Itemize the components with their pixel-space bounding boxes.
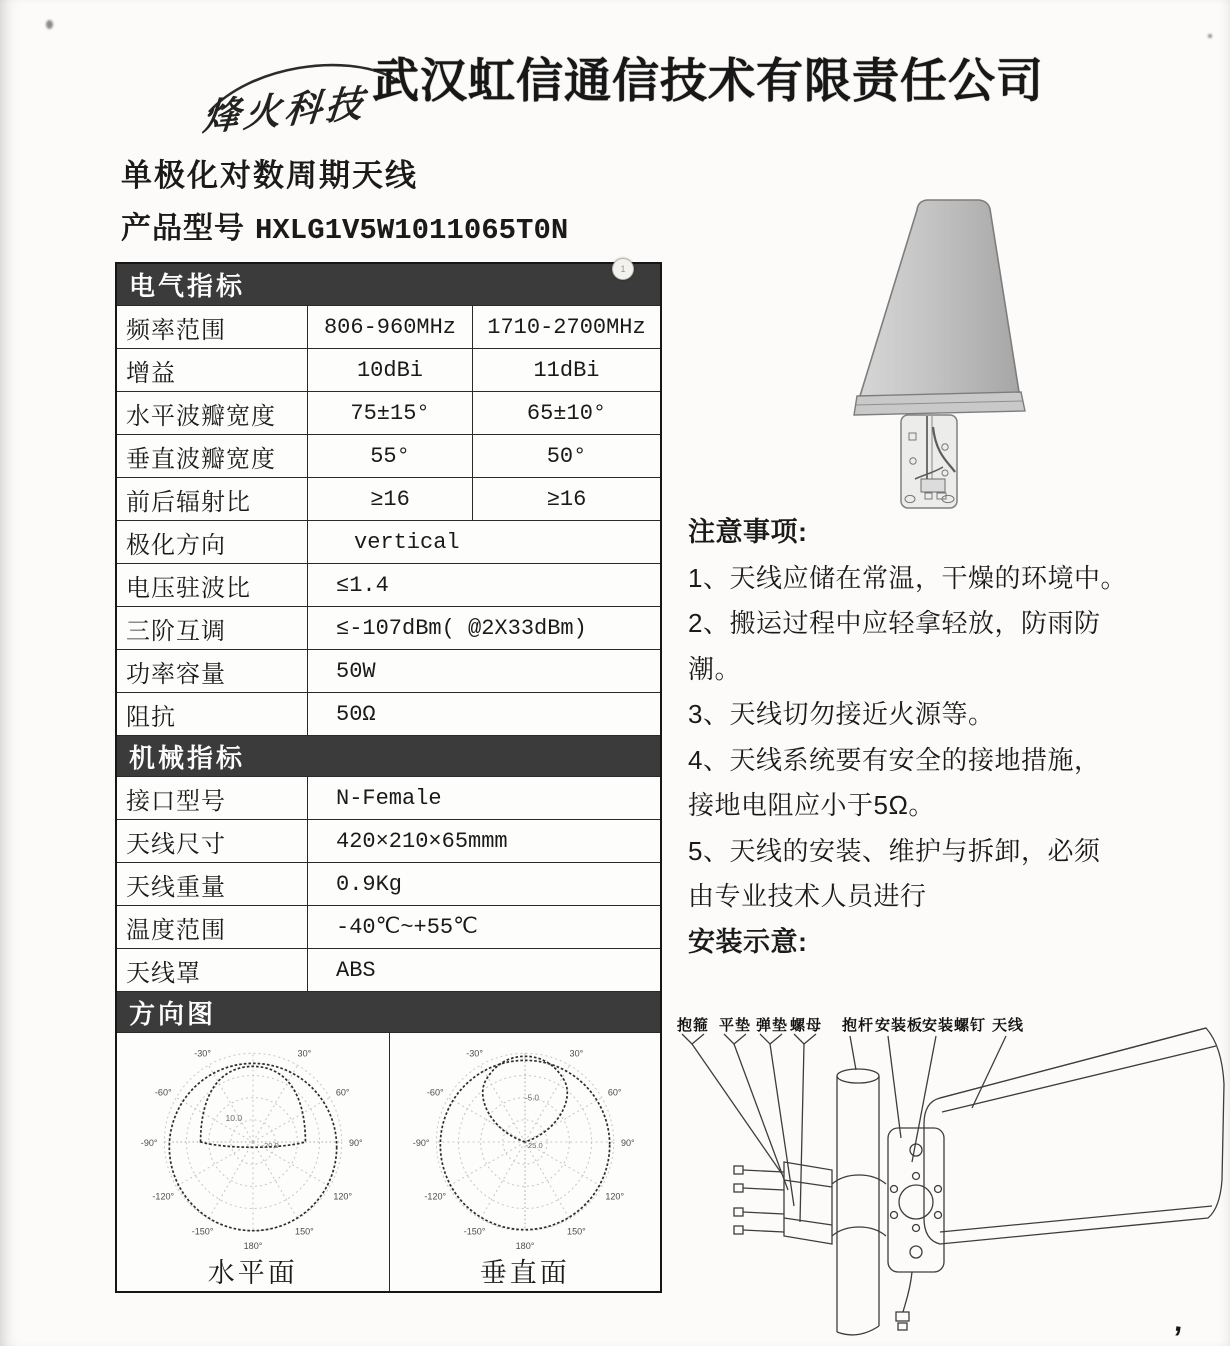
pattern-plots [117,1032,660,1291]
svg-text:-150°: -150° [191,1226,214,1237]
svg-text:120°: 120° [333,1191,352,1202]
svg-text:-5.0: -5.0 [524,1093,539,1103]
row-label: 水平波瓣宽度 [126,402,276,430]
row-value: vertical [307,521,660,563]
horizontal-plane-caption: 水平面 [207,1258,298,1288]
table-row [117,649,660,692]
row-label: 三阶互调 [126,617,226,645]
svg-text:180°: 180° [515,1240,535,1251]
note-line: 4、天线系统要有安全的接地措施， [688,744,1101,775]
svg-text:-60°: -60° [154,1087,172,1098]
electrical-section-header: 电气指标 [117,264,660,305]
spec-table [115,262,662,1293]
svg-text:天线: 天线 [992,1017,1025,1034]
svg-text:安装螺钉: 安装螺钉 [922,1017,987,1034]
svg-text:-30°: -30° [193,1048,211,1059]
row-value: ≤-107dBm( @2X33dBm) [307,607,660,649]
svg-text:-30°: -30° [465,1048,483,1059]
note-line: 由专业技术人员进行 [688,881,927,911]
svg-text:30°: 30° [297,1048,312,1059]
table-row [117,862,660,905]
svg-text:平垫: 平垫 [719,1017,752,1034]
note-line: 5、天线的安装、维护与拆卸，必须 [688,835,1101,866]
row-label: 极化方向 [126,531,226,559]
row-label: 功率容量 [126,660,226,688]
svg-text:60°: 60° [607,1087,622,1098]
table-row [117,520,660,563]
table-row [117,948,660,991]
svg-text:-90°: -90° [412,1138,430,1149]
table-row [117,819,660,862]
row-label: 阻抗 [126,703,176,731]
table-row [117,563,660,606]
row-value-2: 65±10° [472,392,660,434]
row-value-1: 10dBi [307,349,472,391]
row-value-2: 1710-2700MHz [472,306,660,348]
svg-text:-120°: -120° [152,1191,174,1202]
row-value-2: 50° [472,435,660,477]
notes-title: 注意事项: [688,517,808,547]
row-value: 50W [307,650,660,692]
model-label: 产品型号 [121,212,245,245]
svg-text:150°: 150° [566,1226,586,1237]
radome-body [860,200,1019,400]
table-row [117,477,660,520]
svg-text:-25.0: -25.0 [525,1141,543,1151]
row-value-1: 55° [307,435,472,477]
row-label: 前后辐射比 [126,488,251,516]
svg-text:-120°: -120° [424,1191,446,1202]
note-line: 3、天线切勿接近火源等。 [688,699,995,729]
pattern-section-header: 方向图 [117,991,660,1032]
row-value-1: 806-960MHz [307,306,472,348]
svg-text:-20.0: -20.0 [261,1141,279,1151]
svg-text:弹垫: 弹垫 [756,1017,789,1034]
svg-text:-90°: -90° [140,1138,158,1149]
row-value: N-Female [307,777,660,819]
svg-text:抱箍: 抱箍 [677,1017,710,1034]
logo-script-text: 烽火科技 [201,83,369,140]
page-number-badge: 1 [612,258,634,280]
row-label: 频率范围 [126,316,226,344]
table-row [117,606,660,649]
svg-text:安装板: 安装板 [875,1017,924,1034]
svg-text:抱杆: 抱杆 [842,1017,875,1034]
mechanical-section-header: 机械指标 [117,735,660,776]
product-model-line [121,203,568,247]
row-label: 电压驻波比 [126,574,251,602]
row-value: 420×210×65mmm [307,820,660,862]
installation-diagram [672,1012,1230,1344]
note-line: 1、天线应储在常温，干燥的环境中。 [688,562,1127,593]
vertical-plane-caption: 垂直面 [479,1258,570,1288]
svg-text:-150°: -150° [463,1226,486,1237]
row-value: -40℃~+55℃ [307,906,660,948]
row-label: 垂直波瓣宽度 [126,445,276,473]
fiberhome-logo [195,52,395,140]
note-line: 潮。 [688,653,742,684]
table-row [117,776,660,819]
svg-text:60°: 60° [335,1087,350,1098]
svg-text:90°: 90° [620,1138,635,1149]
row-label: 天线重量 [126,873,226,901]
svg-text:螺母: 螺母 [790,1017,823,1034]
row-value: ABS [307,949,660,991]
svg-text:30°: 30° [569,1048,584,1059]
row-label: 增益 [126,359,176,387]
row-value: 50Ω [307,693,660,735]
row-value: ≤1.4 [307,564,660,606]
vertical-pattern-plot [399,1033,651,1255]
table-row [117,434,660,477]
table-row [117,348,660,391]
svg-text:150°: 150° [294,1226,314,1237]
svg-text:120°: 120° [605,1191,624,1202]
notes-section [688,510,1223,965]
row-value-1: ≥16 [307,478,472,520]
table-row [117,905,660,948]
svg-text:10.0: 10.0 [225,1112,242,1123]
scan-speck [1208,34,1212,38]
row-label: 天线罩 [126,959,201,987]
table-row [117,391,660,434]
horizontal-pattern-plot [127,1033,379,1255]
install-section-title: 安装示意: [688,926,808,957]
svg-text:-60°: -60° [426,1087,444,1098]
row-value: 0.9Kg [307,863,660,905]
note-line: 2、搬运过程中应轻拿轻放，防雨防 [688,608,1101,638]
table-row [117,692,660,735]
row-label: 接口型号 [126,787,226,815]
table-row [117,305,660,348]
company-name: 武汉虹信通信技术有限责任公司 [372,54,1044,107]
antenna-product-photo [815,183,1145,518]
row-value-2: 11dBi [472,349,660,391]
horizontal-pattern-cell [117,1033,389,1291]
svg-text:180°: 180° [243,1240,263,1251]
row-label: 天线尺寸 [126,830,226,858]
antenna-outline [924,1028,1224,1244]
row-label: 温度范围 [126,916,226,944]
note-line: 接地电阻应小于5Ω。 [688,790,935,820]
svg-text:90°: 90° [348,1138,363,1149]
row-value-2: ≥16 [472,478,660,520]
product-title: 单极化对数周期天线 [121,158,418,193]
connector [921,479,945,492]
scan-corner-mark: , [1172,1304,1186,1339]
row-value-1: 75±15° [307,392,472,434]
model-value: HXLG1V5W1011065T0N [255,214,569,247]
vertical-pattern-cell [389,1033,661,1291]
scan-speck [46,20,53,29]
